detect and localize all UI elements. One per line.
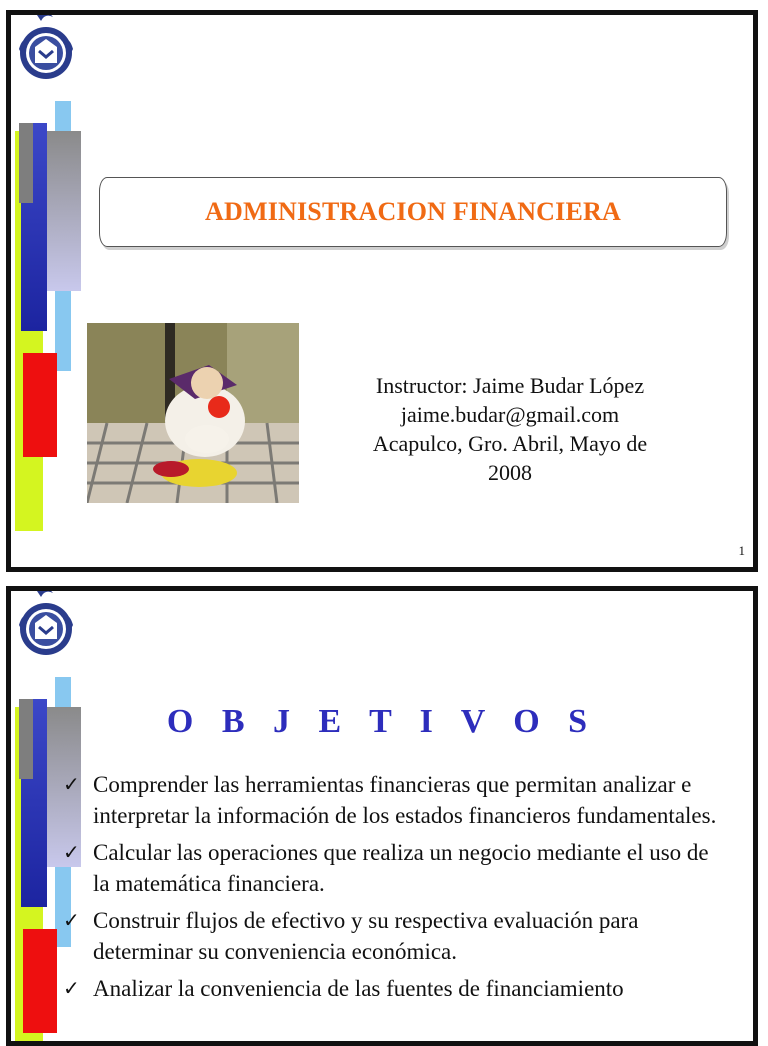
objective-item bbox=[63, 905, 723, 967]
university-seal-icon bbox=[15, 586, 77, 659]
checkmark-icon: ✓ bbox=[63, 772, 80, 796]
grey-bar bbox=[19, 123, 33, 203]
objective-item bbox=[63, 769, 723, 831]
professor-cartoon-image bbox=[87, 323, 299, 503]
instructor-info bbox=[331, 371, 689, 487]
objective-item bbox=[63, 973, 723, 1004]
instructor-email: jaime.budar@gmail.com bbox=[400, 402, 620, 427]
objectives-list bbox=[63, 769, 723, 1010]
grey-gradient-bar bbox=[41, 131, 81, 291]
checkmark-icon: ✓ bbox=[63, 976, 80, 1000]
objectives-title: O B J E T I V O S bbox=[166, 703, 598, 740]
red-bar bbox=[23, 353, 57, 457]
course-title: ADMINISTRACION FINANCIERA bbox=[99, 177, 727, 247]
decorative-bars bbox=[11, 101, 91, 531]
slide-2 bbox=[6, 586, 758, 1046]
instructor-name: Instructor: Jaime Budar López bbox=[375, 373, 645, 398]
red-bar bbox=[23, 929, 57, 1033]
objective-item bbox=[63, 837, 723, 899]
page-number: 1 bbox=[738, 543, 745, 558]
objective-text: Analizar la conveniencia de las fuentes de financiamiento bbox=[93, 976, 624, 1001]
checkmark-icon: ✓ bbox=[63, 908, 80, 932]
objective-text: Calcular las operaciones que realiza un negocio mediante el uso de la matemática financiera. bbox=[93, 840, 709, 896]
checkmark-icon: ✓ bbox=[63, 840, 80, 864]
course-place-date: Acapulco, Gro. Abril, Mayo de bbox=[372, 431, 648, 456]
course-year: 2008 bbox=[488, 460, 532, 485]
objective-text: Comprender las herramientas financieras que permitan analizar e interpretar la información de los estados financieros fundamentales. bbox=[93, 772, 717, 828]
university-seal-icon bbox=[15, 10, 77, 83]
objective-text: Construir flujos de efectivo y su respectiva evaluación para determinar su conveniencia económica. bbox=[93, 908, 639, 964]
slide-1 bbox=[6, 10, 758, 572]
